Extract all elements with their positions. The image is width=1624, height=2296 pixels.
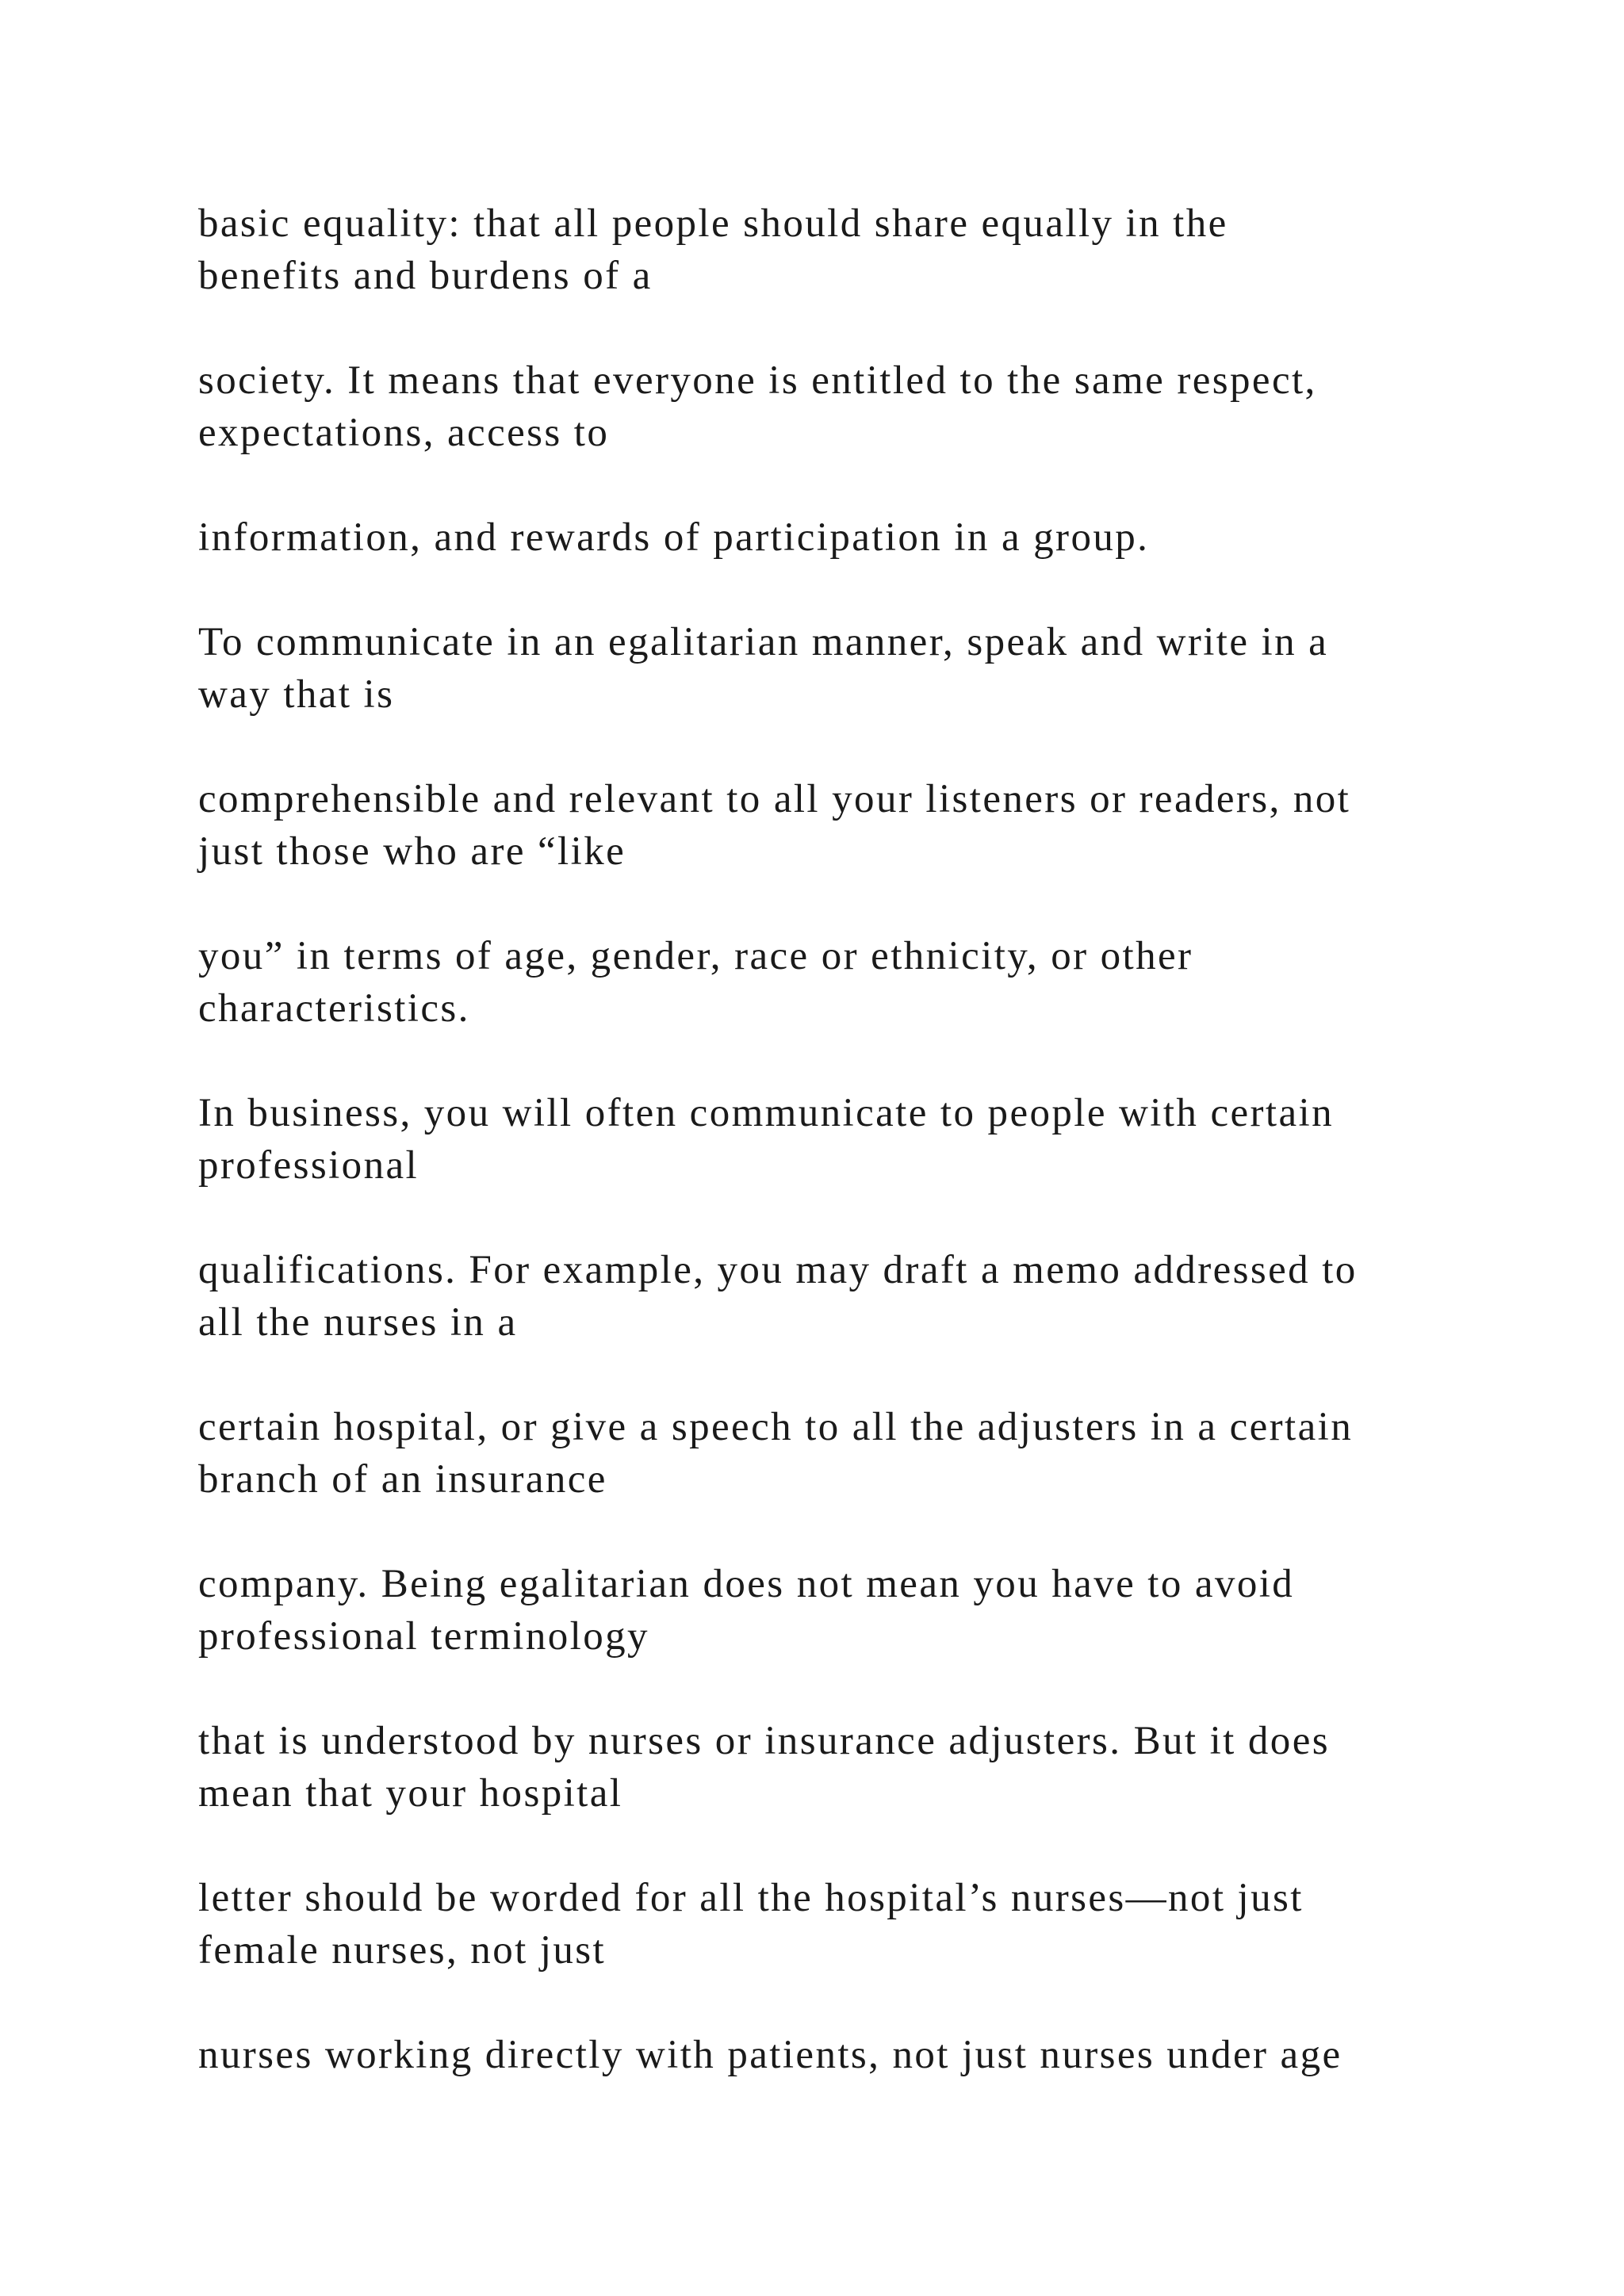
text-line: way that is — [198, 672, 395, 717]
text-line: qualifications. For example, you may draft a memo addressed to — [198, 1248, 1358, 1292]
paragraph — [198, 354, 1546, 459]
text-line: mean that your hospital — [198, 1771, 623, 1816]
text-line: branch of an insurance — [198, 1457, 607, 1502]
text-line: nurses working directly with patients, not just nurses under age — [198, 2033, 1342, 2077]
text-line: professional — [198, 1143, 419, 1188]
paragraph — [198, 930, 1546, 1035]
paragraph — [198, 1401, 1546, 1506]
text-line: society. It means that everyone is entitled to the same respect, — [198, 358, 1317, 403]
document-body — [198, 197, 1546, 2133]
text-line: letter should be worded for all the hospital’s nurses—not just — [198, 1876, 1304, 1920]
text-line: basic equality: that all people should share equally in the — [198, 201, 1228, 246]
text-line: In business, you will often communicate to people with certain — [198, 1091, 1334, 1135]
paragraph — [198, 2029, 1546, 2081]
paragraph — [198, 197, 1546, 302]
text-line: female nurses, not just — [198, 1928, 607, 1973]
paragraph — [198, 773, 1546, 878]
text-line: just those who are “like — [198, 829, 626, 874]
paragraph — [198, 1087, 1546, 1192]
text-line: certain hospital, or give a speech to all the adjusters in a certain — [198, 1405, 1354, 1449]
text-line: company. Being egalitarian does not mean you have to avoid — [198, 1562, 1295, 1606]
paragraph — [198, 511, 1546, 564]
paragraph — [198, 1872, 1546, 1976]
text-line: expectations, access to — [198, 411, 610, 455]
paragraph — [198, 616, 1546, 721]
text-line: professional terminology — [198, 1614, 649, 1659]
text-line: benefits and burdens of a — [198, 254, 653, 298]
text-line: comprehensible and relevant to all your listeners or readers, not — [198, 777, 1351, 821]
text-line: you” in terms of age, gender, race or ethnicity, or other — [198, 934, 1193, 978]
paragraph — [198, 1244, 1546, 1349]
text-line: all the nurses in a — [198, 1300, 518, 1345]
text-line: To communicate in an egalitarian manner, speak and write in a — [198, 620, 1329, 664]
paragraph — [198, 1558, 1546, 1663]
text-line: that is understood by nurses or insurance adjusters. But it does — [198, 1719, 1330, 1763]
paragraph — [198, 1715, 1546, 1820]
text-line: characteristics. — [198, 986, 470, 1031]
text-line: information, and rewards of participation in a group. — [198, 515, 1150, 560]
